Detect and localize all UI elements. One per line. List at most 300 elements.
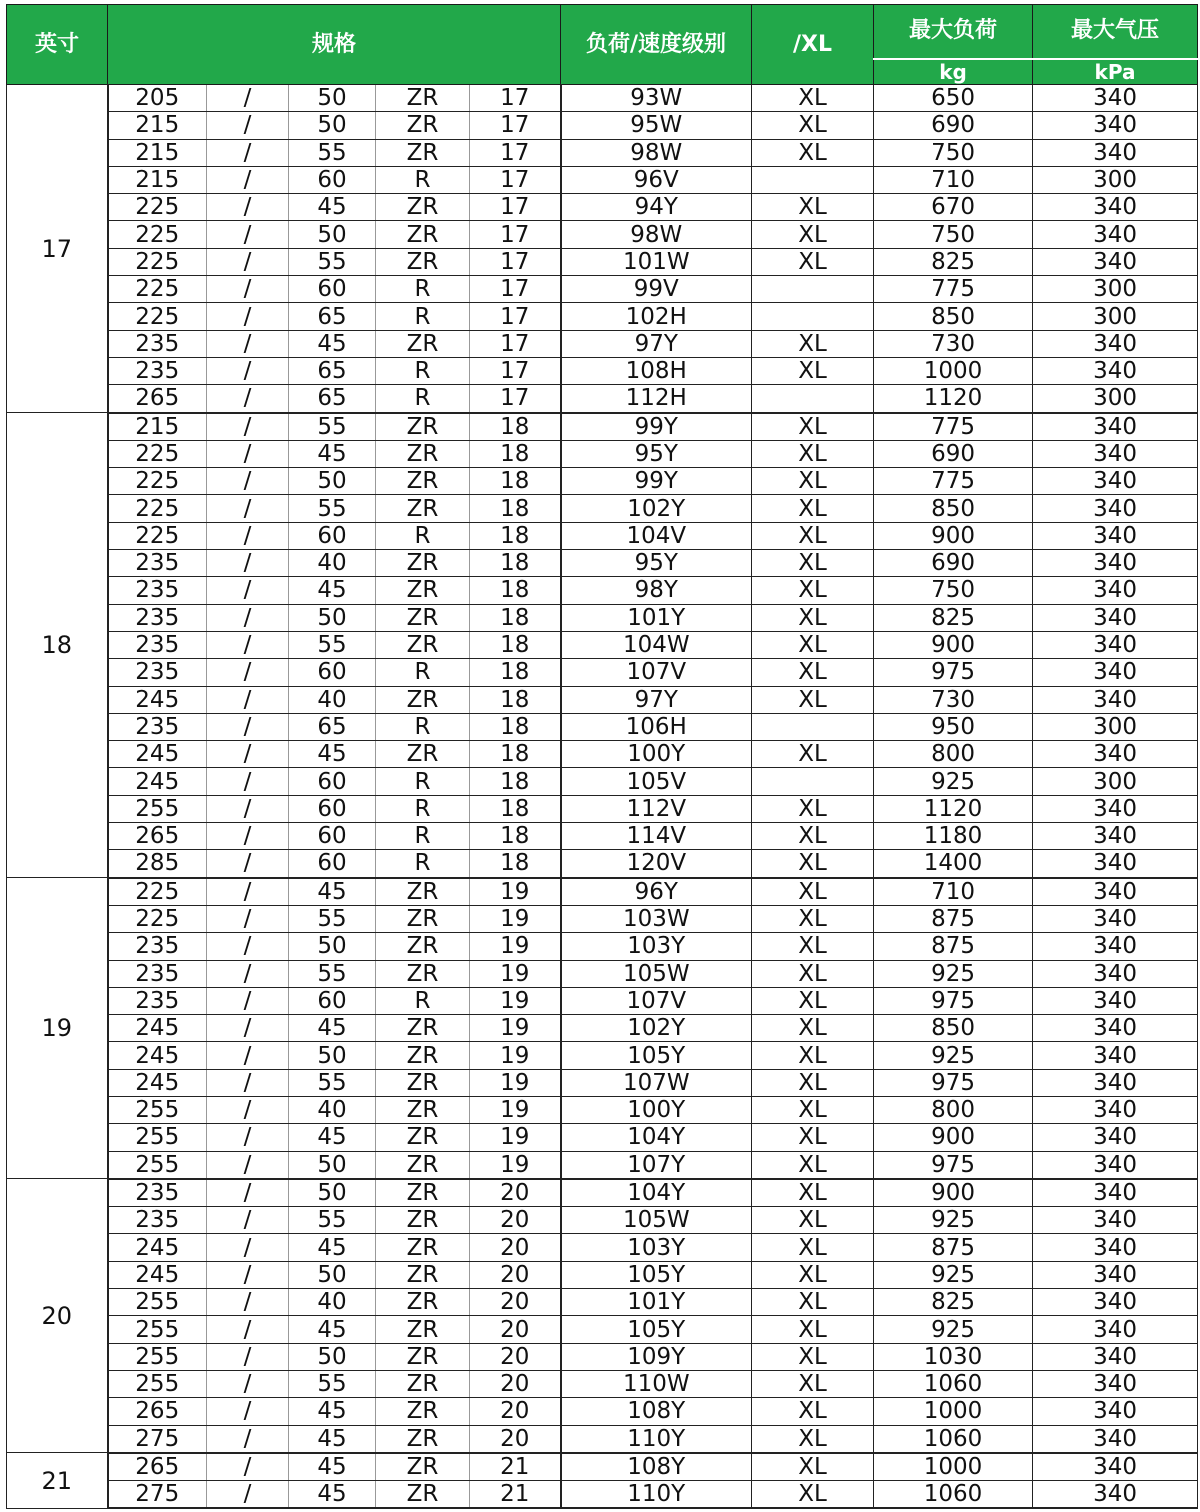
xl-cell: XL (752, 960, 874, 987)
section-width-cell: 205 (108, 85, 207, 112)
xl-cell: XL (752, 522, 874, 549)
rim-diameter-cell: 18 (470, 522, 561, 549)
max-pressure-cell: 340 (1033, 1179, 1198, 1207)
load-speed-cell: 108Y (561, 1398, 752, 1425)
rim-diameter-cell: 18 (470, 795, 561, 822)
rim-diameter-cell: 17 (470, 330, 561, 357)
xl-cell: XL (752, 659, 874, 686)
table-row (7, 987, 1198, 1014)
section-width-cell: 235 (108, 960, 207, 987)
max-pressure-cell: 340 (1033, 987, 1198, 1014)
rim-diameter-cell: 20 (470, 1289, 561, 1316)
rim-diameter-cell: 17 (470, 139, 561, 166)
table-row (7, 221, 1198, 248)
max-pressure-cell: 340 (1033, 686, 1198, 713)
max-load-cell: 750 (874, 221, 1033, 248)
aspect-ratio-cell: 50 (289, 85, 376, 112)
section-width-cell: 225 (108, 468, 207, 495)
section-width-cell: 255 (108, 1289, 207, 1316)
section-width-cell: 235 (108, 987, 207, 1014)
max-load-cell: 975 (874, 1069, 1033, 1096)
xl-cell: XL (752, 139, 874, 166)
xl-cell: XL (752, 1069, 874, 1096)
separator-cell: / (207, 1015, 289, 1042)
separator-cell: / (207, 1042, 289, 1069)
load-speed-cell: 98Y (561, 577, 752, 604)
xl-cell: XL (752, 631, 874, 658)
separator-cell: / (207, 1370, 289, 1397)
aspect-ratio-cell: 50 (289, 1042, 376, 1069)
separator-cell: / (207, 468, 289, 495)
construction-cell: ZR (376, 1316, 470, 1343)
table-row (7, 385, 1198, 413)
load-speed-cell: 103Y (561, 1234, 752, 1261)
separator-cell: / (207, 248, 289, 275)
max-pressure-cell: 340 (1033, 741, 1198, 768)
aspect-ratio-cell: 50 (289, 1261, 376, 1288)
construction-cell: R (376, 303, 470, 330)
max-pressure-cell: 340 (1033, 850, 1198, 878)
max-load-cell: 925 (874, 768, 1033, 795)
max-load-cell: 750 (874, 577, 1033, 604)
table-row (7, 878, 1198, 906)
load-speed-cell: 114V (561, 823, 752, 850)
separator-cell: / (207, 276, 289, 303)
max-load-cell: 1400 (874, 850, 1033, 878)
load-speed-cell: 108Y (561, 1453, 752, 1481)
load-speed-cell: 105Y (561, 1316, 752, 1343)
section-width-cell: 225 (108, 495, 207, 522)
max-pressure-cell: 340 (1033, 112, 1198, 139)
max-pressure-cell: 340 (1033, 1289, 1198, 1316)
separator-cell: / (207, 631, 289, 658)
max-load-cell: 710 (874, 878, 1033, 906)
aspect-ratio-cell: 65 (289, 357, 376, 384)
rim-diameter-cell: 17 (470, 166, 561, 193)
max-pressure-cell: 340 (1033, 1481, 1198, 1509)
separator-cell: / (207, 1261, 289, 1288)
aspect-ratio-cell: 60 (289, 166, 376, 193)
max-pressure-cell: 340 (1033, 221, 1198, 248)
table-row (7, 1370, 1198, 1397)
header-inch: 英寸 (7, 5, 108, 85)
xl-cell: XL (752, 1179, 874, 1207)
rim-diameter-cell: 18 (470, 686, 561, 713)
max-load-cell: 1120 (874, 385, 1033, 413)
separator-cell: / (207, 768, 289, 795)
load-speed-cell: 99Y (561, 413, 752, 441)
table-row (7, 1398, 1198, 1425)
construction-cell: ZR (376, 1179, 470, 1207)
section-width-cell: 225 (108, 905, 207, 932)
separator-cell: / (207, 495, 289, 522)
xl-cell: XL (752, 1234, 874, 1261)
max-pressure-cell: 340 (1033, 1124, 1198, 1151)
table-row (7, 1207, 1198, 1234)
separator-cell: / (207, 1425, 289, 1453)
separator-cell: / (207, 1124, 289, 1151)
table-row (7, 905, 1198, 932)
aspect-ratio-cell: 60 (289, 768, 376, 795)
rim-diameter-cell: 20 (470, 1398, 561, 1425)
aspect-ratio-cell: 50 (289, 468, 376, 495)
aspect-ratio-cell: 45 (289, 1398, 376, 1425)
section-width-cell: 255 (108, 1343, 207, 1370)
construction-cell: R (376, 659, 470, 686)
max-load-cell: 900 (874, 631, 1033, 658)
max-load-cell: 775 (874, 276, 1033, 303)
rim-diameter-cell: 17 (470, 85, 561, 112)
table-row (7, 166, 1198, 193)
separator-cell: / (207, 1316, 289, 1343)
xl-cell: XL (752, 1481, 874, 1509)
xl-cell: XL (752, 85, 874, 112)
rim-diameter-cell: 18 (470, 440, 561, 467)
aspect-ratio-cell: 50 (289, 1343, 376, 1370)
table-row (7, 795, 1198, 822)
rim-diameter-cell: 19 (470, 987, 561, 1014)
aspect-ratio-cell: 50 (289, 1151, 376, 1179)
separator-cell: / (207, 357, 289, 384)
aspect-ratio-cell: 45 (289, 330, 376, 357)
separator-cell: / (207, 1096, 289, 1123)
separator-cell: / (207, 522, 289, 549)
rim-diameter-cell: 20 (470, 1316, 561, 1343)
max-pressure-cell: 300 (1033, 166, 1198, 193)
rim-diameter-cell: 19 (470, 905, 561, 932)
construction-cell: ZR (376, 139, 470, 166)
separator-cell: / (207, 1151, 289, 1179)
construction-cell: ZR (376, 933, 470, 960)
max-load-cell: 690 (874, 440, 1033, 467)
aspect-ratio-cell: 45 (289, 1453, 376, 1481)
construction-cell: ZR (376, 330, 470, 357)
inch-group-cell: 18 (7, 413, 108, 878)
construction-cell: R (376, 713, 470, 740)
max-pressure-cell: 340 (1033, 357, 1198, 384)
load-speed-cell: 97Y (561, 686, 752, 713)
max-load-cell: 975 (874, 659, 1033, 686)
xl-cell: XL (752, 1316, 874, 1343)
xl-cell: XL (752, 357, 874, 384)
construction-cell: ZR (376, 1453, 470, 1481)
aspect-ratio-cell: 60 (289, 659, 376, 686)
construction-cell: ZR (376, 1481, 470, 1509)
load-speed-cell: 96V (561, 166, 752, 193)
construction-cell: ZR (376, 85, 470, 112)
separator-cell: / (207, 221, 289, 248)
aspect-ratio-cell: 60 (289, 987, 376, 1014)
max-load-cell: 710 (874, 166, 1033, 193)
table-row (7, 631, 1198, 658)
table-row (7, 1261, 1198, 1288)
max-pressure-cell: 340 (1033, 330, 1198, 357)
xl-cell: XL (752, 823, 874, 850)
xl-cell: XL (752, 604, 874, 631)
rim-diameter-cell: 19 (470, 1042, 561, 1069)
separator-cell: / (207, 166, 289, 193)
separator-cell: / (207, 1289, 289, 1316)
max-load-cell: 775 (874, 413, 1033, 441)
section-width-cell: 275 (108, 1425, 207, 1453)
table-row (7, 713, 1198, 740)
section-width-cell: 265 (108, 1453, 207, 1481)
max-load-cell: 850 (874, 1015, 1033, 1042)
xl-cell (752, 713, 874, 740)
max-pressure-cell: 300 (1033, 276, 1198, 303)
rim-diameter-cell: 17 (470, 303, 561, 330)
max-load-cell: 1000 (874, 1453, 1033, 1481)
table-row (7, 248, 1198, 275)
section-width-cell: 235 (108, 1179, 207, 1207)
rim-diameter-cell: 21 (470, 1453, 561, 1481)
construction-cell: ZR (376, 905, 470, 932)
aspect-ratio-cell: 60 (289, 795, 376, 822)
section-width-cell: 235 (108, 631, 207, 658)
aspect-ratio-cell: 55 (289, 248, 376, 275)
aspect-ratio-cell: 50 (289, 933, 376, 960)
construction-cell: ZR (376, 248, 470, 275)
table-row (7, 1316, 1198, 1343)
table-row (7, 330, 1198, 357)
xl-cell: XL (752, 1261, 874, 1288)
aspect-ratio-cell: 45 (289, 440, 376, 467)
xl-cell: XL (752, 550, 874, 577)
rim-diameter-cell: 17 (470, 112, 561, 139)
aspect-ratio-cell: 40 (289, 1289, 376, 1316)
aspect-ratio-cell: 55 (289, 495, 376, 522)
xl-cell: XL (752, 741, 874, 768)
table-row (7, 194, 1198, 221)
table-row (7, 604, 1198, 631)
rim-diameter-cell: 17 (470, 194, 561, 221)
construction-cell: ZR (376, 1289, 470, 1316)
rim-diameter-cell: 18 (470, 604, 561, 631)
load-speed-cell: 108H (561, 357, 752, 384)
aspect-ratio-cell: 60 (289, 850, 376, 878)
section-width-cell: 255 (108, 1316, 207, 1343)
table-row (7, 768, 1198, 795)
section-width-cell: 255 (108, 1370, 207, 1397)
aspect-ratio-cell: 45 (289, 741, 376, 768)
inch-group-cell: 19 (7, 878, 108, 1179)
max-load-cell: 730 (874, 330, 1033, 357)
xl-cell: XL (752, 1453, 874, 1481)
load-speed-cell: 93W (561, 85, 752, 112)
load-speed-cell: 95Y (561, 550, 752, 577)
section-width-cell: 245 (108, 741, 207, 768)
construction-cell: R (376, 357, 470, 384)
load-speed-cell: 98W (561, 221, 752, 248)
section-width-cell: 235 (108, 550, 207, 577)
construction-cell: ZR (376, 741, 470, 768)
rim-diameter-cell: 20 (470, 1207, 561, 1234)
separator-cell: / (207, 303, 289, 330)
max-load-cell: 730 (874, 686, 1033, 713)
construction-cell: ZR (376, 1370, 470, 1397)
header-load-speed: 负荷/速度级别 (561, 5, 752, 85)
max-load-cell: 1000 (874, 357, 1033, 384)
separator-cell: / (207, 1343, 289, 1370)
section-width-cell: 245 (108, 686, 207, 713)
load-speed-cell: 95Y (561, 440, 752, 467)
max-pressure-cell: 340 (1033, 631, 1198, 658)
construction-cell: ZR (376, 1069, 470, 1096)
section-width-cell: 255 (108, 795, 207, 822)
construction-cell: R (376, 987, 470, 1014)
aspect-ratio-cell: 65 (289, 303, 376, 330)
xl-cell (752, 385, 874, 413)
max-load-cell: 825 (874, 248, 1033, 275)
rim-diameter-cell: 18 (470, 468, 561, 495)
separator-cell: / (207, 987, 289, 1014)
separator-cell: / (207, 1481, 289, 1509)
load-speed-cell: 109Y (561, 1343, 752, 1370)
max-load-cell: 925 (874, 960, 1033, 987)
section-width-cell: 235 (108, 577, 207, 604)
xl-cell: XL (752, 905, 874, 932)
separator-cell: / (207, 194, 289, 221)
table-row (7, 1425, 1198, 1453)
table-row (7, 440, 1198, 467)
separator-cell: / (207, 905, 289, 932)
rim-diameter-cell: 20 (470, 1261, 561, 1288)
load-speed-cell: 104Y (561, 1179, 752, 1207)
aspect-ratio-cell: 50 (289, 1179, 376, 1207)
rim-diameter-cell: 19 (470, 1096, 561, 1123)
aspect-ratio-cell: 45 (289, 878, 376, 906)
table-row (7, 1343, 1198, 1370)
xl-cell: XL (752, 1370, 874, 1397)
max-load-cell: 850 (874, 303, 1033, 330)
rim-diameter-cell: 18 (470, 577, 561, 604)
xl-cell: XL (752, 1015, 874, 1042)
rim-diameter-cell: 17 (470, 276, 561, 303)
separator-cell: / (207, 878, 289, 906)
rim-diameter-cell: 19 (470, 1124, 561, 1151)
max-pressure-cell: 340 (1033, 194, 1198, 221)
max-pressure-cell: 300 (1033, 303, 1198, 330)
aspect-ratio-cell: 40 (289, 550, 376, 577)
max-load-cell: 975 (874, 987, 1033, 1014)
load-speed-cell: 96Y (561, 878, 752, 906)
aspect-ratio-cell: 55 (289, 1069, 376, 1096)
xl-cell: XL (752, 1042, 874, 1069)
aspect-ratio-cell: 55 (289, 1207, 376, 1234)
xl-cell (752, 303, 874, 330)
header-spec: 规格 (108, 5, 561, 85)
separator-cell: / (207, 713, 289, 740)
construction-cell: ZR (376, 686, 470, 713)
load-speed-cell: 107V (561, 659, 752, 686)
section-width-cell: 235 (108, 604, 207, 631)
table-row (7, 1179, 1198, 1207)
section-width-cell: 245 (108, 1234, 207, 1261)
aspect-ratio-cell: 55 (289, 631, 376, 658)
xl-cell: XL (752, 878, 874, 906)
rim-diameter-cell: 19 (470, 1151, 561, 1179)
rim-diameter-cell: 20 (470, 1425, 561, 1453)
construction-cell: ZR (376, 468, 470, 495)
table-row (7, 686, 1198, 713)
max-load-cell: 650 (874, 85, 1033, 112)
xl-cell: XL (752, 112, 874, 139)
construction-cell: ZR (376, 1151, 470, 1179)
rim-diameter-cell: 17 (470, 357, 561, 384)
max-pressure-cell: 340 (1033, 495, 1198, 522)
construction-cell: ZR (376, 604, 470, 631)
xl-cell (752, 276, 874, 303)
table-row (7, 550, 1198, 577)
max-pressure-cell: 340 (1033, 604, 1198, 631)
max-pressure-cell: 340 (1033, 1069, 1198, 1096)
table-row (7, 522, 1198, 549)
max-load-cell: 1060 (874, 1370, 1033, 1397)
load-speed-cell: 103Y (561, 933, 752, 960)
xl-cell: XL (752, 1207, 874, 1234)
construction-cell: R (376, 385, 470, 413)
max-load-cell: 825 (874, 1289, 1033, 1316)
table-row (7, 85, 1198, 112)
construction-cell: ZR (376, 1425, 470, 1453)
max-pressure-cell: 340 (1033, 577, 1198, 604)
max-load-cell: 750 (874, 139, 1033, 166)
section-width-cell: 245 (108, 1042, 207, 1069)
table-row (7, 1289, 1198, 1316)
section-width-cell: 265 (108, 1398, 207, 1425)
max-load-cell: 775 (874, 468, 1033, 495)
xl-cell: XL (752, 1398, 874, 1425)
inch-group-cell: 17 (7, 85, 108, 413)
table-row (7, 357, 1198, 384)
rim-diameter-cell: 17 (470, 248, 561, 275)
inch-group-cell: 20 (7, 1179, 108, 1453)
load-speed-cell: 107W (561, 1069, 752, 1096)
construction-cell: ZR (376, 1261, 470, 1288)
load-speed-cell: 103W (561, 905, 752, 932)
section-width-cell: 245 (108, 768, 207, 795)
separator-cell: / (207, 1207, 289, 1234)
load-speed-cell: 101W (561, 248, 752, 275)
max-pressure-cell: 340 (1033, 823, 1198, 850)
table-row (7, 1481, 1198, 1509)
xl-cell (752, 166, 874, 193)
rim-diameter-cell: 18 (470, 768, 561, 795)
table-row (7, 1042, 1198, 1069)
separator-cell: / (207, 440, 289, 467)
separator-cell: / (207, 413, 289, 441)
table-row (7, 495, 1198, 522)
xl-cell: XL (752, 686, 874, 713)
xl-cell: XL (752, 1096, 874, 1123)
load-speed-cell: 110Y (561, 1481, 752, 1509)
aspect-ratio-cell: 55 (289, 905, 376, 932)
separator-cell: / (207, 550, 289, 577)
rim-diameter-cell: 17 (470, 221, 561, 248)
load-speed-cell: 95W (561, 112, 752, 139)
section-width-cell: 235 (108, 1207, 207, 1234)
table-row (7, 413, 1198, 441)
table-row (7, 823, 1198, 850)
max-load-cell: 1030 (874, 1343, 1033, 1370)
section-width-cell: 285 (108, 850, 207, 878)
xl-cell: XL (752, 795, 874, 822)
rim-diameter-cell: 20 (470, 1343, 561, 1370)
table-row (7, 139, 1198, 166)
construction-cell: ZR (376, 1096, 470, 1123)
load-speed-cell: 105Y (561, 1042, 752, 1069)
xl-cell: XL (752, 577, 874, 604)
